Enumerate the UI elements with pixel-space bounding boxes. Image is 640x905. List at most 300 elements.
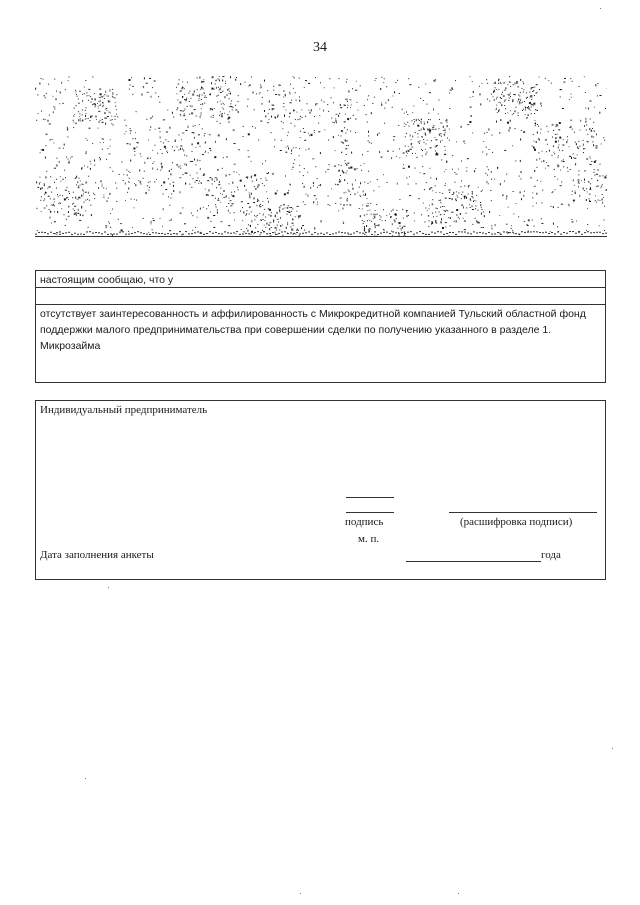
noise-dot xyxy=(40,200,41,201)
noise-dot xyxy=(307,103,308,104)
noise-dot xyxy=(411,139,412,140)
noise-dot xyxy=(165,189,167,190)
noise-dot xyxy=(520,160,521,162)
noise-dot xyxy=(530,110,531,111)
noise-dot xyxy=(429,168,430,169)
noise-dot xyxy=(331,97,332,98)
noise-dot xyxy=(573,200,575,201)
noise-dot xyxy=(584,190,585,191)
noise-dot xyxy=(603,197,604,198)
noise-dot xyxy=(223,103,224,104)
noise-dot xyxy=(373,218,374,219)
noise-dot xyxy=(197,142,199,144)
noise-dot xyxy=(216,96,217,97)
noise-dot xyxy=(251,193,252,195)
noise-dot xyxy=(436,192,437,193)
noise-dot xyxy=(458,169,459,170)
noise-dot xyxy=(422,150,423,151)
noise-dot xyxy=(279,209,280,211)
noise-dot xyxy=(484,215,485,217)
noise-dot xyxy=(119,232,121,233)
noise-dot xyxy=(109,91,110,92)
noise-dot xyxy=(184,94,185,95)
noise-dot xyxy=(77,181,78,183)
noise-dot xyxy=(382,220,383,221)
noise-dot xyxy=(353,233,355,234)
noise-dot xyxy=(228,203,229,204)
noise-dot xyxy=(436,216,437,217)
noise-dot xyxy=(428,119,429,120)
noise-dot xyxy=(132,138,133,139)
signature-label: подпись xyxy=(345,516,384,528)
noise-dot xyxy=(58,212,59,213)
noise-dot xyxy=(411,143,412,144)
noise-dot xyxy=(106,110,107,111)
noise-dot xyxy=(306,149,307,150)
noise-dot xyxy=(396,156,397,157)
noise-dot xyxy=(142,94,143,96)
noise-dot xyxy=(319,109,320,110)
noise-dot xyxy=(230,93,231,95)
noise-dot xyxy=(48,196,50,197)
noise-dot xyxy=(347,129,348,130)
noise-dot xyxy=(531,99,532,100)
noise-dot xyxy=(320,82,321,83)
noise-dot xyxy=(265,178,266,179)
noise-dot xyxy=(188,127,189,128)
noise-dot xyxy=(486,153,487,155)
noise-dot xyxy=(295,216,296,217)
noise-dot xyxy=(104,94,105,95)
noise-dot xyxy=(138,143,139,144)
noise-dot xyxy=(297,119,298,120)
noise-dot xyxy=(270,235,272,236)
noise-dot xyxy=(244,185,245,187)
noise-dot xyxy=(419,120,420,121)
noise-dot xyxy=(503,231,505,232)
noise-dot xyxy=(580,120,581,122)
noise-dot xyxy=(285,176,286,177)
noise-dot xyxy=(578,180,580,181)
noise-dot xyxy=(537,180,538,181)
noise-dot xyxy=(183,174,184,175)
noise-dot xyxy=(383,174,384,175)
noise-dot xyxy=(287,222,288,223)
noise-dot xyxy=(85,192,87,193)
noise-dot xyxy=(573,157,574,158)
noise-dot xyxy=(304,230,305,231)
noise-dot xyxy=(297,229,298,231)
noise-dot xyxy=(53,106,55,107)
noise-dot xyxy=(594,172,595,173)
noise-dot xyxy=(109,153,111,154)
noise-dot xyxy=(89,231,91,232)
noise-dot xyxy=(46,205,47,206)
noise-dot xyxy=(371,221,372,222)
noise-dot xyxy=(230,106,231,107)
noise-dot xyxy=(438,114,439,115)
noise-dot xyxy=(209,134,211,135)
noise-dot xyxy=(316,198,317,199)
noise-dot xyxy=(269,119,270,120)
noise-dot xyxy=(73,120,74,121)
noise-dot xyxy=(65,89,66,90)
noise-dot xyxy=(555,189,556,190)
noise-dot xyxy=(255,128,256,129)
noise-dot xyxy=(265,160,266,161)
noise-dot xyxy=(42,149,44,151)
noise-dot xyxy=(312,158,314,159)
noise-dot xyxy=(308,148,309,150)
noise-dot xyxy=(78,99,79,100)
noise-dot xyxy=(226,195,227,197)
noise-dot xyxy=(238,149,240,150)
noise-dot xyxy=(236,172,237,173)
noise-dot xyxy=(469,204,470,205)
noise-dot xyxy=(537,132,538,134)
noise-dot xyxy=(182,148,183,149)
noise-dot xyxy=(207,180,209,181)
notice-body: отсутствует заинтересованность и аффилированность с Микрокредитной компанией Тульский областной фонд поддержки малого предпринимательства при совершении сделки по получению указанного в разделе 1. Микрозайма xyxy=(40,308,586,352)
noise-dot xyxy=(87,95,88,96)
noise-dot xyxy=(578,232,580,233)
noise-dot xyxy=(77,234,79,235)
noise-dot xyxy=(408,215,409,216)
noise-dot xyxy=(537,124,538,125)
noise-dot xyxy=(446,233,448,234)
noise-dot xyxy=(435,147,436,148)
noise-dot xyxy=(426,182,427,183)
noise-dot xyxy=(476,195,477,196)
noise-dot xyxy=(51,204,52,205)
noise-dot xyxy=(211,221,212,222)
noise-dot xyxy=(265,227,266,228)
noise-dot xyxy=(309,135,310,136)
noise-dot xyxy=(211,116,212,117)
noise-dot xyxy=(374,223,375,225)
noise-dot xyxy=(264,80,265,82)
noise-dot xyxy=(509,130,510,132)
noise-dot xyxy=(105,123,106,125)
noise-dot xyxy=(471,196,473,197)
noise-dot xyxy=(287,207,288,209)
noise-dot xyxy=(449,192,450,193)
noise-dot xyxy=(486,147,487,148)
noise-dot xyxy=(489,101,490,102)
noise-dot xyxy=(205,189,206,190)
noise-dot xyxy=(569,146,570,147)
noise-dot xyxy=(308,231,310,232)
noise-dot xyxy=(178,166,180,167)
noise-dot xyxy=(151,96,152,98)
noise-dot xyxy=(287,192,289,194)
noise-dot xyxy=(352,184,353,185)
noise-dot xyxy=(433,125,434,126)
noise-dot xyxy=(364,221,365,222)
noise-dot xyxy=(595,175,596,176)
noise-dot xyxy=(341,152,342,153)
noise-dot xyxy=(501,94,502,95)
noise-dot xyxy=(317,233,319,234)
noise-dot xyxy=(590,101,592,102)
noise-dot xyxy=(548,80,549,81)
noise-dot xyxy=(481,191,482,192)
noise-dot xyxy=(62,195,63,196)
noise-dot xyxy=(191,213,192,214)
noise-dot xyxy=(590,232,592,233)
noise-dot xyxy=(605,233,607,234)
noise-dot xyxy=(193,126,194,127)
noise-dot xyxy=(442,193,443,194)
noise-dot xyxy=(596,174,598,175)
redacted-noise-pattern xyxy=(35,76,607,236)
noise-dot xyxy=(157,169,158,170)
noise-dot xyxy=(60,195,61,196)
noise-dot xyxy=(90,96,91,97)
noise-dot xyxy=(428,234,430,235)
noise-dot xyxy=(444,154,446,155)
noise-dot xyxy=(73,209,74,210)
noise-dot xyxy=(416,183,417,184)
noise-dot xyxy=(251,232,253,233)
noise-dot xyxy=(180,90,182,91)
noise-dot xyxy=(169,220,170,221)
noise-dot xyxy=(339,179,340,180)
noise-dot xyxy=(116,94,117,95)
noise-dot xyxy=(267,90,268,91)
noise-dot xyxy=(290,207,292,208)
noise-dot xyxy=(542,232,544,233)
noise-dot xyxy=(196,116,197,117)
noise-dot xyxy=(411,147,412,148)
noise-dot xyxy=(148,232,149,233)
noise-dot xyxy=(542,151,543,152)
noise-dot xyxy=(405,146,406,147)
noise-dot xyxy=(202,82,203,83)
noise-dot xyxy=(563,232,565,233)
noise-dot xyxy=(426,152,427,153)
noise-dot xyxy=(184,114,185,115)
noise-dot xyxy=(436,208,437,209)
noise-dot xyxy=(470,97,471,98)
noise-dot xyxy=(521,198,522,200)
noise-dot xyxy=(509,232,511,233)
noise-dot xyxy=(226,206,227,207)
noise-dot xyxy=(284,231,286,232)
noise-dot xyxy=(359,208,360,209)
noise-dot xyxy=(236,231,238,232)
noise-dot xyxy=(567,167,568,168)
noise-dot xyxy=(552,124,554,125)
noise-dot xyxy=(74,206,76,207)
noise-dot xyxy=(273,90,274,91)
noise-dot xyxy=(290,232,292,233)
noise-dot xyxy=(85,115,86,117)
noise-dot xyxy=(182,81,183,82)
noise-dot xyxy=(381,217,382,218)
noise-dot xyxy=(394,91,395,93)
noise-dot xyxy=(371,234,373,235)
noise-dot xyxy=(281,231,283,232)
noise-dot xyxy=(574,132,575,133)
noise-dot xyxy=(407,153,408,154)
noise-dot xyxy=(466,207,467,208)
noise-dot xyxy=(299,171,300,172)
noise-dot xyxy=(400,226,401,227)
noise-dot xyxy=(103,96,104,97)
noise-dot xyxy=(435,185,436,186)
noise-dot xyxy=(452,198,453,200)
noise-dot xyxy=(255,227,256,228)
noise-dot xyxy=(429,220,430,221)
noise-dot xyxy=(466,171,467,172)
noise-dot xyxy=(445,211,446,212)
noise-dot xyxy=(386,86,387,87)
noise-dot xyxy=(246,213,247,215)
noise-dot xyxy=(257,224,258,225)
noise-dot xyxy=(50,211,51,212)
noise-dot xyxy=(201,182,202,183)
noise-dot xyxy=(152,116,153,117)
noise-dot xyxy=(438,200,440,201)
noise-dot xyxy=(199,124,200,125)
noise-dot xyxy=(445,222,447,223)
noise-dot xyxy=(238,95,239,96)
noise-dot xyxy=(204,93,205,94)
noise-dot xyxy=(55,233,56,234)
noise-dot xyxy=(212,233,214,234)
noise-dot xyxy=(179,231,181,232)
noise-dot xyxy=(224,104,225,105)
noise-dot xyxy=(353,115,354,116)
noise-dot xyxy=(226,138,227,140)
noise-dot xyxy=(472,192,473,194)
noise-dot xyxy=(409,176,410,177)
noise-dot xyxy=(510,110,511,111)
noise-dot xyxy=(571,94,572,95)
noise-dot xyxy=(569,156,571,157)
noise-dot xyxy=(211,109,213,110)
noise-dot xyxy=(77,213,79,214)
noise-dot xyxy=(518,99,519,101)
noise-dot xyxy=(177,107,178,109)
noise-dot xyxy=(148,182,149,183)
noise-dot xyxy=(59,161,60,163)
noise-dot xyxy=(221,104,222,105)
noise-dot xyxy=(177,93,178,94)
noise-dot xyxy=(554,153,555,154)
decode-line xyxy=(449,512,597,513)
noise-dot xyxy=(562,150,563,151)
noise-dot xyxy=(233,232,235,233)
noise-dot xyxy=(449,140,450,141)
noise-dot xyxy=(464,196,466,198)
noise-dot xyxy=(521,130,522,131)
noise-dot xyxy=(295,119,296,120)
noise-dot xyxy=(261,86,262,88)
noise-dot xyxy=(106,118,107,119)
noise-dot xyxy=(189,101,190,102)
noise-dot xyxy=(583,145,584,146)
noise-dot xyxy=(69,77,70,78)
noise-dot xyxy=(152,168,153,170)
noise-dot xyxy=(579,86,580,87)
noise-dot xyxy=(381,157,383,158)
noise-dot xyxy=(349,205,351,206)
noise-dot xyxy=(290,84,291,85)
noise-dot xyxy=(452,155,453,156)
noise-dot xyxy=(105,91,106,93)
noise-dot xyxy=(125,183,126,185)
noise-dot xyxy=(532,192,533,193)
noise-dot xyxy=(530,95,532,96)
noise-dot xyxy=(341,197,342,198)
noise-dot xyxy=(85,138,86,139)
noise-dot xyxy=(201,108,202,109)
noise-dot xyxy=(39,177,40,178)
noise-dot xyxy=(314,130,315,131)
noise-dot xyxy=(251,175,252,176)
noise-dot xyxy=(274,146,275,147)
noise-dot xyxy=(194,109,196,110)
noise-dot xyxy=(75,197,76,199)
noise-dot xyxy=(589,198,590,199)
noise-dot xyxy=(593,144,594,146)
noise-dot xyxy=(336,120,337,122)
noise-dot xyxy=(291,226,292,227)
noise-dot xyxy=(266,180,267,181)
noise-dot xyxy=(398,125,399,126)
noise-dot xyxy=(466,213,467,214)
noise-dot xyxy=(98,106,99,107)
noise-dot xyxy=(495,82,496,84)
noise-dot xyxy=(206,233,208,234)
noise-dot xyxy=(109,223,110,224)
noise-dot xyxy=(220,193,221,194)
noise-dot xyxy=(270,215,272,216)
noise-dot xyxy=(319,185,320,186)
noise-dot xyxy=(440,202,441,203)
noise-dot xyxy=(246,228,247,229)
noise-dot xyxy=(51,223,52,224)
noise-dot xyxy=(110,120,112,121)
noise-dot xyxy=(190,98,191,99)
noise-dot xyxy=(357,168,358,169)
noise-dot xyxy=(68,232,70,233)
noise-dot xyxy=(46,93,47,94)
noise-dot xyxy=(43,79,44,80)
noise-dot xyxy=(471,115,472,117)
noise-dot xyxy=(513,233,514,234)
noise-dot xyxy=(339,181,340,183)
noise-dot xyxy=(105,112,106,114)
noise-dot xyxy=(172,146,173,147)
noise-dot xyxy=(78,111,79,112)
noise-dot xyxy=(84,93,85,94)
noise-dot xyxy=(500,234,502,235)
noise-dot xyxy=(523,81,524,82)
noise-dot xyxy=(116,114,117,115)
noise-dot xyxy=(449,198,451,199)
noise-dot xyxy=(497,232,499,233)
noise-dot xyxy=(595,195,596,196)
noise-dot xyxy=(523,92,524,93)
noise-dot xyxy=(69,193,70,194)
noise-dot xyxy=(441,159,442,160)
noise-dot xyxy=(509,76,510,77)
noise-dot xyxy=(328,196,329,197)
noise-dot xyxy=(496,105,497,106)
